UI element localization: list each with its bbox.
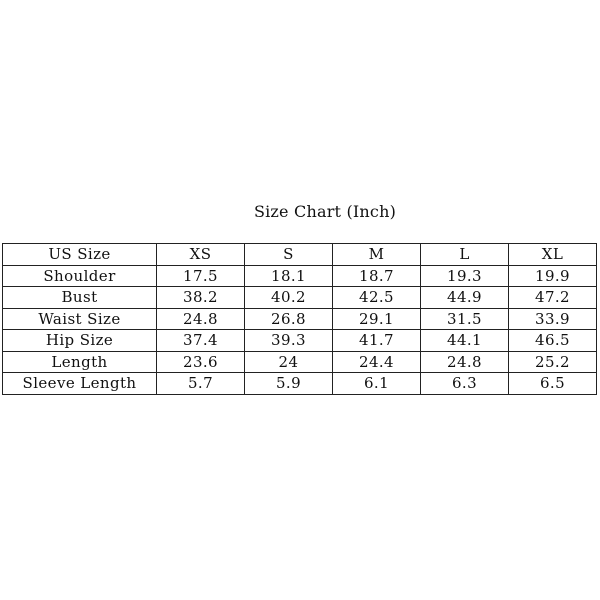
value-cell: 17.5 [157, 265, 245, 287]
value-cell: 6.3 [421, 373, 509, 395]
value-cell: 42.5 [333, 287, 421, 309]
row-label-cell: Waist Size [3, 308, 157, 330]
value-cell: 25.2 [509, 351, 597, 373]
size-header-cell: L [421, 244, 509, 266]
value-cell: 38.2 [157, 287, 245, 309]
value-cell: 47.2 [509, 287, 597, 309]
value-cell: 40.2 [245, 287, 333, 309]
value-cell: 18.7 [333, 265, 421, 287]
value-cell: 6.1 [333, 373, 421, 395]
row-label-cell: Hip Size [3, 330, 157, 352]
header-row [3, 244, 597, 266]
table-row [3, 330, 597, 352]
value-cell: 5.9 [245, 373, 333, 395]
value-cell: 33.9 [509, 308, 597, 330]
size-chart-title: Size Chart (Inch) [253, 202, 397, 221]
row-label-cell: Shoulder [3, 265, 157, 287]
table-row [3, 351, 597, 373]
value-cell: 24.8 [421, 351, 509, 373]
value-cell: 23.6 [157, 351, 245, 373]
row-label-cell: Length [3, 351, 157, 373]
value-cell: 5.7 [157, 373, 245, 395]
size-chart-table [2, 243, 597, 395]
size-header-cell: M [333, 244, 421, 266]
value-cell: 41.7 [333, 330, 421, 352]
value-cell: 24 [245, 351, 333, 373]
size-header-cell: XL [509, 244, 597, 266]
size-header-cell: S [245, 244, 333, 266]
value-cell: 6.5 [509, 373, 597, 395]
value-cell: 46.5 [509, 330, 597, 352]
value-cell: 19.9 [509, 265, 597, 287]
value-cell: 24.8 [157, 308, 245, 330]
value-cell: 44.9 [421, 287, 509, 309]
value-cell: 19.3 [421, 265, 509, 287]
table-row [3, 265, 597, 287]
row-label-cell: Bust [3, 287, 157, 309]
size-header-cell: XS [157, 244, 245, 266]
value-cell: 26.8 [245, 308, 333, 330]
value-cell: 44.1 [421, 330, 509, 352]
value-cell: 31.5 [421, 308, 509, 330]
value-cell: 37.4 [157, 330, 245, 352]
table-row [3, 287, 597, 309]
value-cell: 29.1 [333, 308, 421, 330]
value-cell: 18.1 [245, 265, 333, 287]
table-row [3, 373, 597, 395]
value-cell: 24.4 [333, 351, 421, 373]
value-cell: 39.3 [245, 330, 333, 352]
row-label-cell: Sleeve Length [3, 373, 157, 395]
header-label-cell: US Size [3, 244, 157, 266]
table-row [3, 308, 597, 330]
